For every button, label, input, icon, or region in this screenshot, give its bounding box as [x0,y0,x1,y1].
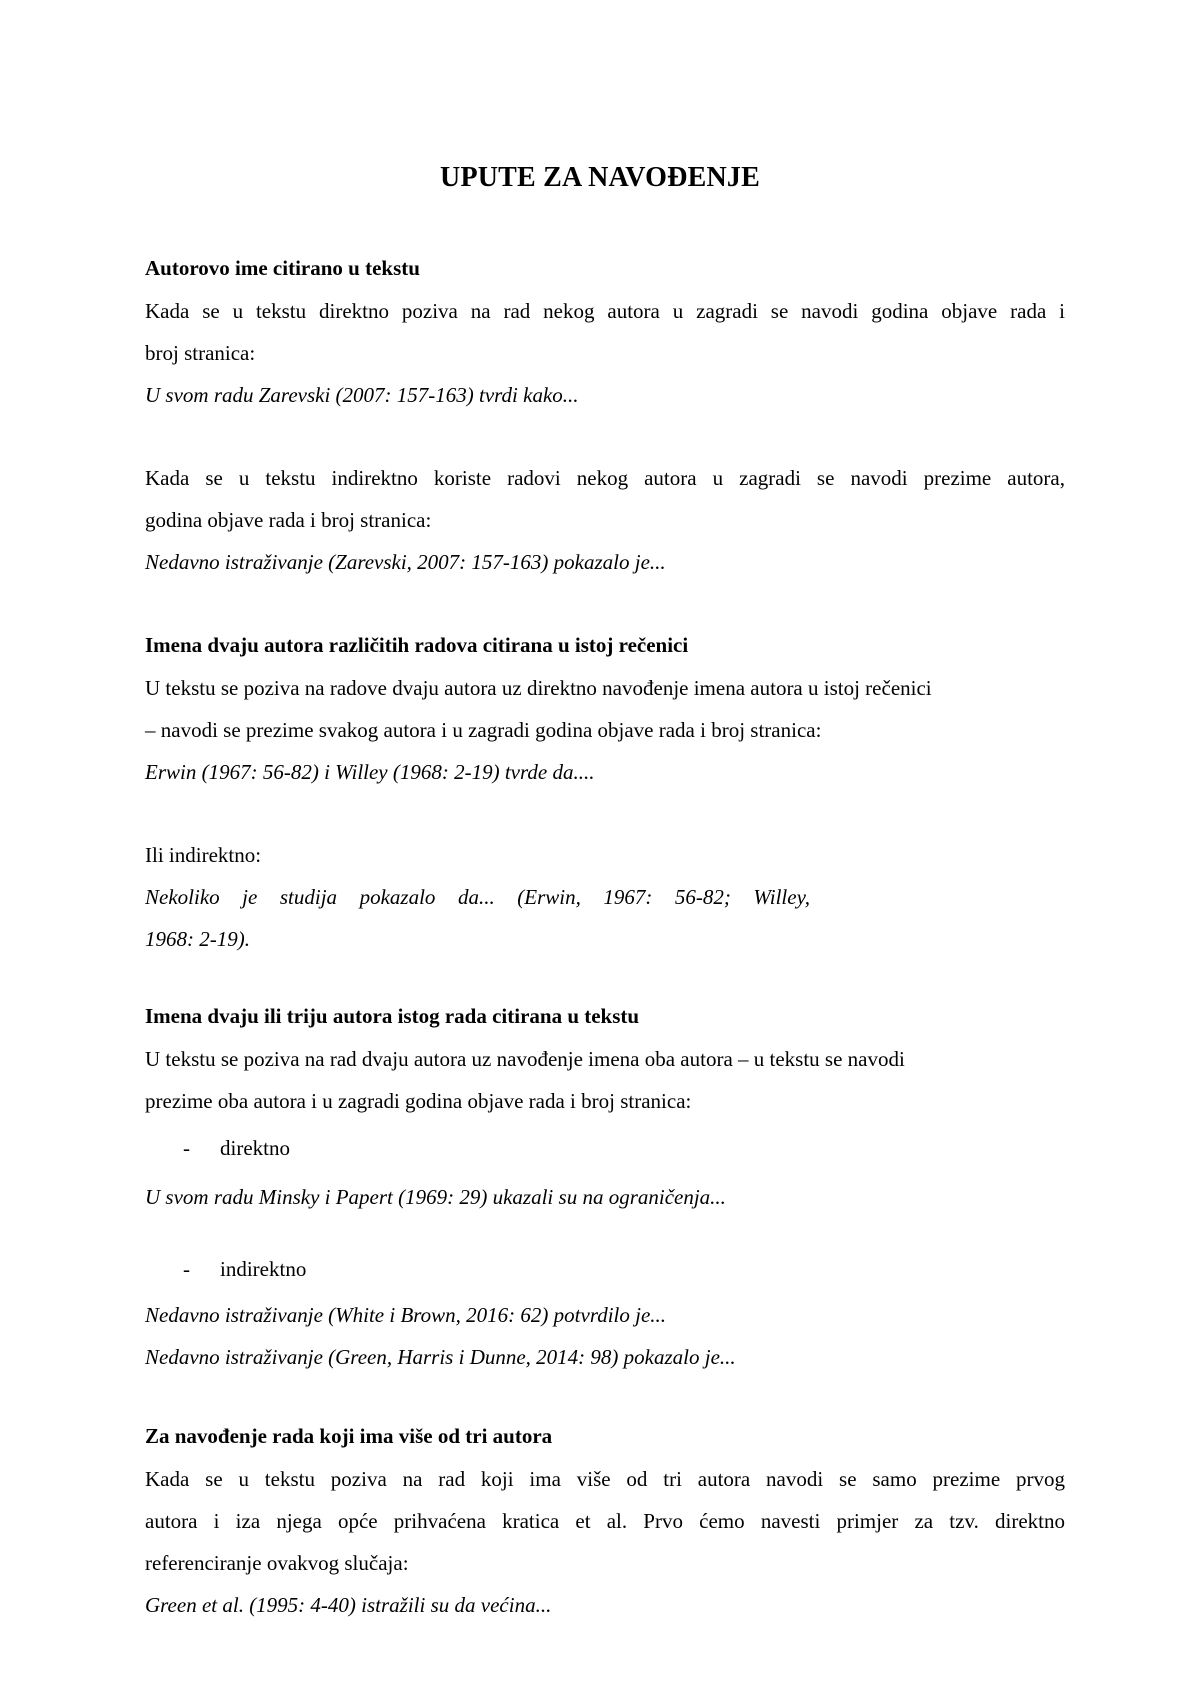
paragraph-line: Kada se u tekstu poziva na rad koji ima više od tri autora navodi se samo prezime prvog [145,1467,1065,1491]
section-heading-same-work-authors: Imena dvaju ili triju autora istog rada citirana u tekstu [145,1004,640,1028]
example-citation: Nekoliko je studija pokazalo da... (Erwin, 1967: 56-82; Willey, [145,885,810,909]
section-heading-author-name: Autorovo ime citirano u tekstu [145,256,420,280]
paragraph-line: Kada se u tekstu indirektno koriste radovi nekog autora u zagradi se navodi prezime autora, [145,466,1065,490]
list-dash: - [183,1257,190,1281]
list-dash: - [183,1136,190,1160]
example-citation: U svom radu Minsky i Papert (1969: 29) ukazali su na ograničenja... [145,1185,726,1209]
example-citation: Nedavno istraživanje (Green, Harris i Dunne, 2014: 98) pokazalo je... [145,1345,736,1369]
example-citation: Nedavno istraživanje (Zarevski, 2007: 157-163) pokazalo je... [145,550,666,574]
section-heading-more-than-three-authors: Za navođenje rada koji ima više od tri autora [145,1424,553,1448]
example-citation: U svom radu Zarevski (2007: 157-163) tvrdi kako... [145,383,579,407]
list-item-direct: direktno [220,1136,290,1160]
paragraph-line: U tekstu se poziva na rad dvaju autora uz navođenje imena oba autora – u tekstu se navodi [145,1047,905,1071]
paragraph-line: Kada se u tekstu direktno poziva na rad nekog autora u zagradi se navodi godina objave rada i [145,299,1065,323]
list-item-indirect: indirektno [220,1257,307,1281]
page-title: UPUTE ZA NAVOĐENJE [440,162,760,193]
section-heading-two-authors-different-works: Imena dvaju autora različitih radova citirana u istoj rečenici [145,633,689,657]
example-citation: Green et al. (1995: 4-40) istražili su da većina... [145,1593,552,1617]
example-citation: 1968: 2-19). [145,927,250,951]
paragraph-line: U tekstu se poziva na radove dvaju autora uz direktno navođenje imena autora u istoj rečenici [145,676,932,700]
example-citation: Nedavno istraživanje (White i Brown, 2016: 62) potvrdilo je... [145,1303,667,1327]
paragraph-line: Ili indirektno: [145,843,262,867]
paragraph-line: godina objave rada i broj stranica: [145,508,432,532]
paragraph-line: referenciranje ovakvog slučaja: [145,1551,409,1575]
paragraph-line: prezime oba autora i u zagradi godina objave rada i broj stranica: [145,1089,692,1113]
example-citation: Erwin (1967: 56-82) i Willey (1968: 2-19) tvrde da.... [145,760,595,784]
paragraph-line: broj stranica: [145,341,256,365]
paragraph-line: – navodi se prezime svakog autora i u zagradi godina objave rada i broj stranica: [145,718,822,742]
paragraph-line: autora i iza njega opće prihvaćena kratica et al. Prvo ćemo navesti primjer za tzv. direktno [145,1509,1065,1533]
